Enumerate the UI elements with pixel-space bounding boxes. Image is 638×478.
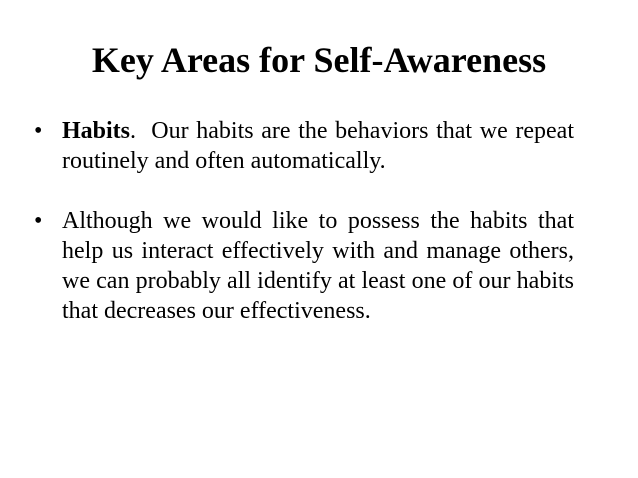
bullet-text: Our habits are the behaviors that we repeat routinely and often automatically.: [62, 118, 580, 174]
bullet-icon: •: [34, 208, 43, 234]
slide-title: Key Areas for Self-Awareness: [91, 40, 547, 80]
bullet-item-although: [34, 206, 574, 326]
bullet-list: [34, 116, 580, 326]
bullet-term: Habits: [62, 118, 131, 144]
bullet-icon: •: [34, 118, 43, 144]
bullet-term-suffix: .: [130, 118, 137, 144]
bullet-text: Although we would like to possess the habits that help us interact effectively with and manage others, we can probably all identify at least one of our habits that decreases our effectiveness.: [62, 208, 574, 324]
bullet-item-habits: [34, 116, 580, 176]
